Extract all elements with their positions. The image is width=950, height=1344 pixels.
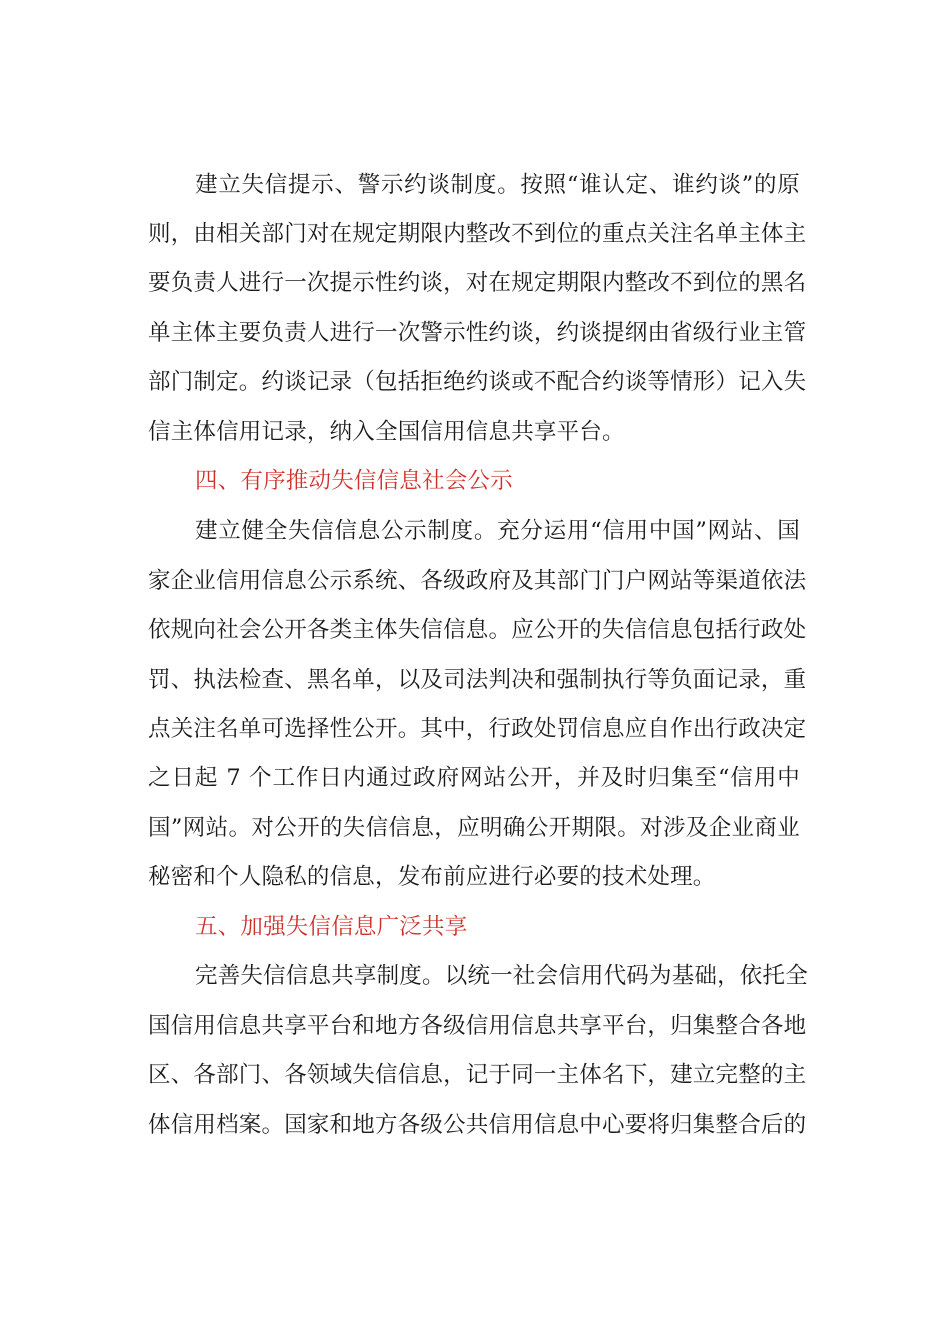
paragraph-2-line-2: 家企业信用信息公示系统、各级政府及其部门门户网站等渠道依法 [148, 568, 807, 594]
section-heading-5: 五、加强失信信息广泛共享 [195, 914, 468, 940]
paragraph-3-line-2: 国信用信息共享平台和地方各级信用信息共享平台，归集整合各地 [148, 1013, 807, 1039]
paragraph-1-line-2: 则，由相关部门对在规定期限内整改不到位的重点关注名单主体主 [148, 221, 807, 247]
paragraph-1-line-3: 要负责人进行一次提示性约谈，对在规定期限内整改不到位的黑名 [148, 270, 807, 296]
paragraph-1-line-4: 单主体主要负责人进行一次警示性约谈，约谈提纲由省级行业主管 [148, 320, 807, 346]
paragraph-3-line-3: 区、各部门、各领域失信信息，记于同一主体名下，建立完整的主 [148, 1062, 807, 1088]
paragraph-2-line-6: 之日起 7 个工作日内通过政府网站公开，并及时归集至“信用中 [148, 765, 800, 791]
paragraph-2-line-8: 秘密和个人隐私的信息，发布前应进行必要的技术处理。 [148, 864, 716, 890]
paragraph-2-line-1: 建立健全失信信息公示制度。充分运用“信用中国”网站、国 [195, 518, 800, 544]
paragraph-2-line-7: 国”网站。对公开的失信信息，应明确公开期限。对涉及企业商业 [148, 815, 800, 841]
paragraph-1-line-1: 建立失信提示、警示约谈制度。按照“谁认定、谁约谈”的原 [195, 172, 800, 198]
section-heading-4: 四、有序推动失信信息社会公示 [195, 468, 513, 494]
paragraph-3-line-4: 体信用档案。国家和地方各级公共信用信息中心要将归集整合后的 [148, 1112, 807, 1138]
paragraph-1-line-6: 信主体信用记录，纳入全国信用信息共享平台。 [148, 419, 625, 445]
paragraph-3-line-1: 完善失信信息共享制度。以统一社会信用代码为基础，依托全 [195, 963, 808, 989]
paragraph-2-line-5: 点关注名单可选择性公开。其中，行政处罚信息应自作出行政决定 [148, 716, 807, 742]
paragraph-2-line-4: 罚、执法检查、黑名单，以及司法判决和强制执行等负面记录，重 [148, 667, 807, 693]
paragraph-2-line-3: 依规向社会公开各类主体失信信息。应公开的失信信息包括行政处 [148, 617, 807, 643]
paragraph-1-line-5: 部门制定。约谈记录（包括拒绝约谈或不配合约谈等情形）记入失 [148, 369, 807, 395]
